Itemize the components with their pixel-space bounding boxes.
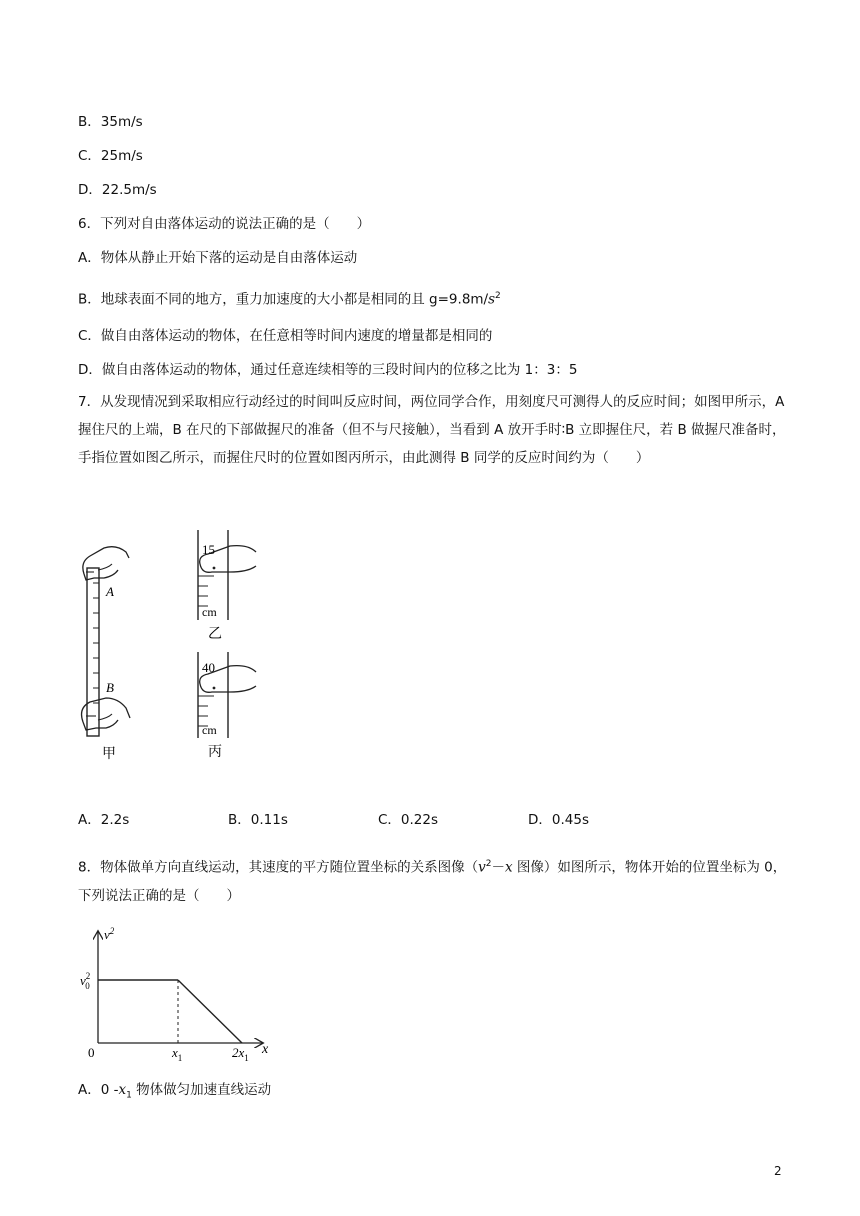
q7-option-b: B．0.11s xyxy=(228,812,288,828)
q7-bing-reading: 40 xyxy=(202,660,215,675)
q8-y-tick: $v^2$ 0 xyxy=(80,971,91,991)
q7-caption-yi: 乙 xyxy=(208,627,222,642)
q8-option-a-sub: 1 xyxy=(126,1090,132,1101)
q8-origin: 0 xyxy=(88,1045,95,1060)
q7-yi-unit: cm xyxy=(202,605,217,619)
q7-option-d: D．0.45s xyxy=(528,812,589,828)
q8-stem-x: x xyxy=(504,859,513,876)
q7-figure-jia xyxy=(74,538,144,764)
q7-caption-bing: 丙 xyxy=(208,745,222,760)
q8-graph xyxy=(76,924,286,1066)
q8-x-tick2: $2x_1$ xyxy=(232,1045,249,1063)
q8-option-a-rest: 物体做匀加速直线运动 xyxy=(131,1082,272,1098)
q6-option-c: C．做自由落体运动的物体，在任意相等时间内速度的增量都是相同的 xyxy=(78,328,493,344)
q8-plot-slope xyxy=(178,980,242,1043)
q7-yi-reading: 15 xyxy=(202,542,215,557)
q8-stem-part2: 图像）如图所示，物体开始的位置坐标为 0，下列说法正确的是（ ） xyxy=(78,859,787,904)
q8-y-label: $v^2$ xyxy=(104,926,115,942)
q7-option-c: C．0.22s xyxy=(378,812,439,828)
q6-option-b-exp: 2 xyxy=(495,291,501,301)
q8-x-label: x xyxy=(262,1042,269,1057)
q8-stem-part1: 8．物体做单方向直线运动，其速度的平方随位置坐标的关系图像（ xyxy=(78,859,479,876)
q6-option-b-text: B．地球表面不同的地方，重力加速度的大小都是相同的且 g=9.8m/ xyxy=(78,291,489,308)
q6-option-b-unit: s xyxy=(488,291,496,308)
q6-stem: 6．下列对自由落体运动的说法正确的是（ ） xyxy=(78,216,371,232)
q8-option-a xyxy=(78,1080,271,1106)
q7-label-b: B xyxy=(106,680,114,695)
q6-option-a: A．物体从静止开始下落的运动是自由落体运动 xyxy=(78,250,358,266)
q7-caption-jia: 甲 xyxy=(102,747,116,762)
q8-stem-v: v xyxy=(478,859,486,876)
page-number: 2 xyxy=(774,1164,782,1178)
q7-label-a: A xyxy=(106,584,114,599)
q7-bing-unit: cm xyxy=(202,723,217,737)
q7-figure-yi xyxy=(190,528,270,646)
q6-option-d: D．做自由落体运动的物体，通过任意连续相等的三段时间内的位移之比为 1：3：5 xyxy=(78,362,578,378)
q8-stem xyxy=(78,850,790,910)
q8-stem-minus: － xyxy=(491,859,505,876)
q6-option-b xyxy=(78,286,501,310)
q7-figure-bing xyxy=(190,650,270,764)
q8-option-a-var: x xyxy=(118,1082,127,1098)
q5-option-b: B．35m/s xyxy=(78,114,143,130)
q5-option-d: D．22.5m/s xyxy=(78,182,157,198)
q8-x-tick1: $x_1$ xyxy=(172,1045,183,1063)
q7-stem: 7．从发现情况到采取相应行动经过的时间叫反应时间，两位同学合作，用刻度尺可测得人的反应时间；如图甲所示，A 握住尺的上端，B 在尺的下部做握尺的准备（但不与尺接触），当看到 A 放开手时∶B 立即握住尺，若 B 做握尺准备时，手指位置如图乙所示，而握住尺时的位置如图丙所示，由此测得 B 同学的反应时间约为（ ） xyxy=(78,394,786,466)
q8-option-a-prefix: A．0 - xyxy=(78,1082,119,1098)
q8-stem-sup: 2 xyxy=(485,859,492,869)
q7-option-a: A．2.2s xyxy=(78,812,130,828)
q5-option-c: C．25m/s xyxy=(78,148,143,164)
